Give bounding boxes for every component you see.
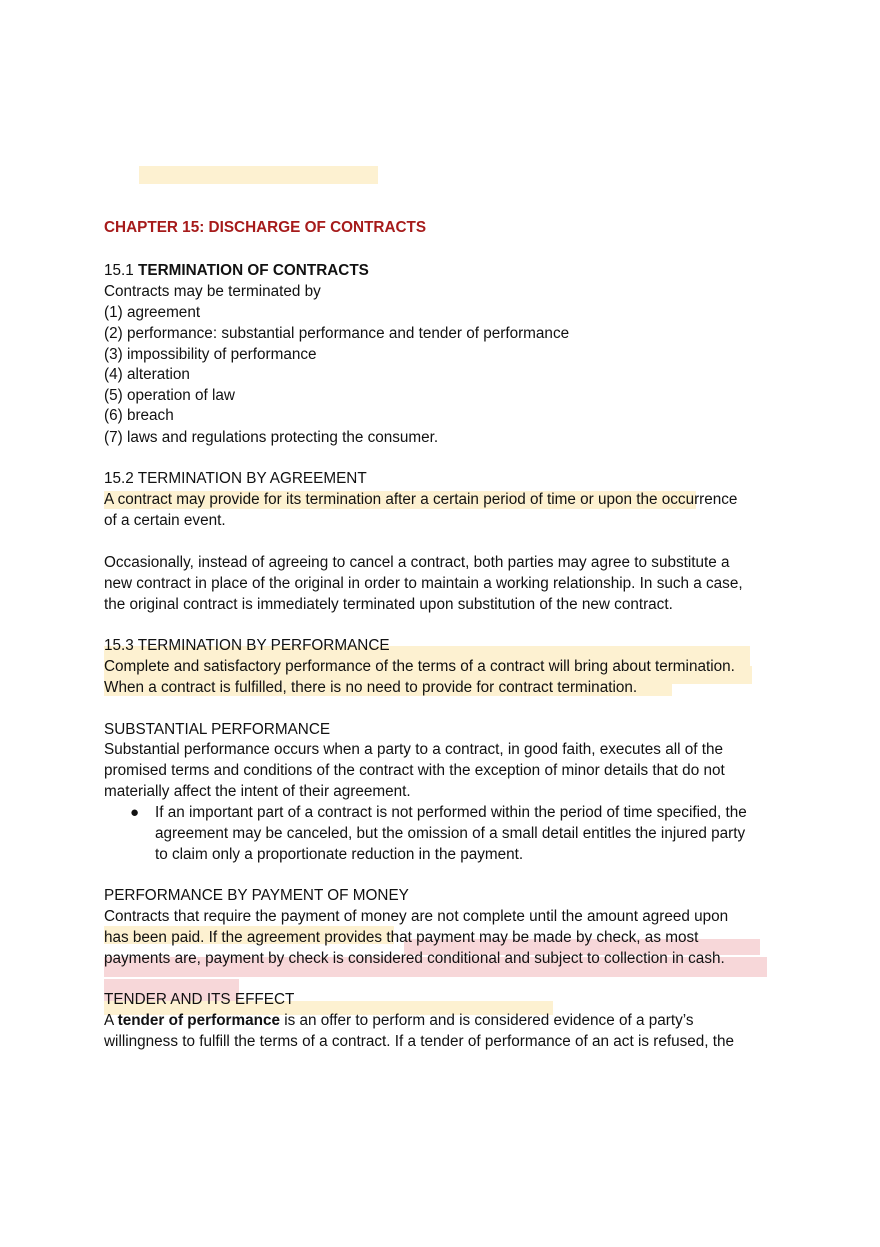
paragraph-line: A contract may provide for its termination after a certain period of time or upon the occurrence [104, 491, 738, 508]
text-run: is an offer to perform and is considered evidence of a party’s [279, 1012, 694, 1029]
paragraph-line: Substantial performance occurs when a party to a contract, in good faith, executes all of the [104, 741, 724, 758]
section-15-1-intro: Contracts may be terminated by [104, 283, 321, 300]
paragraph-line: promised terms and conditions of the contract with the exception of minor details that do not [104, 762, 725, 779]
list-item: (1) agreement [104, 304, 201, 321]
paragraph-line: Contracts that require the payment of money are not complete until the amount agreed upon [104, 908, 729, 925]
list-item: (7) laws and regulations protecting the consumer. [104, 429, 439, 446]
highlight-mark-top [139, 166, 378, 184]
paragraph-line: Complete and satisfactory performance of the terms of a contract will bring about termination. [104, 658, 735, 675]
paragraph-line: of a certain event. [104, 512, 226, 529]
paragraph-line: willingness to fulfill the terms of a contract. If a tender of performance of an act is refused, the [104, 1033, 735, 1050]
list-item: (5) operation of law [104, 387, 235, 404]
section-number: 15.1 [104, 262, 134, 279]
section-15-2-heading: 15.2 TERMINATION BY AGREEMENT [104, 470, 367, 487]
section-15-1-heading [104, 261, 369, 282]
paragraph-line: the original contract is immediately terminated upon substitution of the new contract. [104, 596, 673, 613]
bullet-icon: ● [130, 804, 140, 821]
list-item: (2) performance: substantial performance and tender of performance [104, 325, 570, 342]
substantial-performance-heading: SUBSTANTIAL PERFORMANCE [104, 721, 331, 738]
payment-heading: PERFORMANCE BY PAYMENT OF MONEY [104, 887, 409, 904]
list-item: (4) alteration [104, 366, 190, 383]
bullet-line: to claim only a proportionate reduction in the payment. [155, 846, 524, 863]
paragraph-line: has been paid. If the agreement provides that payment may be made by check, as most [104, 929, 699, 946]
section-title: TERMINATION OF CONTRACTS [138, 262, 369, 279]
paragraph-line: Occasionally, instead of agreeing to cancel a contract, both parties may agree to substitute a [104, 554, 730, 571]
bullet-line: If an important part of a contract is not performed within the period of time specified, the [155, 804, 747, 821]
paragraph-line: new contract in place of the original in order to maintain a working relationship. In such a case, [104, 575, 743, 592]
bullet-line: agreement may be canceled, but the omission of a small detail entitles the injured party [155, 825, 746, 842]
text-run: A [104, 1012, 118, 1029]
paragraph-line: When a contract is fulfilled, there is no need to provide for contract termination. [104, 679, 638, 696]
tender-term: tender of performance [117, 1012, 280, 1029]
tender-heading: TENDER AND ITS EFFECT [104, 991, 295, 1008]
chapter-title: CHAPTER 15: DISCHARGE OF CONTRACTS [104, 219, 427, 236]
paragraph-line: materially affect the intent of their agreement. [104, 783, 411, 800]
list-item: (6) breach [104, 407, 174, 424]
section-15-3-heading: 15.3 TERMINATION BY PERFORMANCE [104, 637, 390, 654]
paragraph-line [104, 1011, 694, 1032]
paragraph-line: payments are, payment by check is considered conditional and subject to collection in cash. [104, 950, 725, 967]
list-item: (3) impossibility of performance [104, 346, 317, 363]
